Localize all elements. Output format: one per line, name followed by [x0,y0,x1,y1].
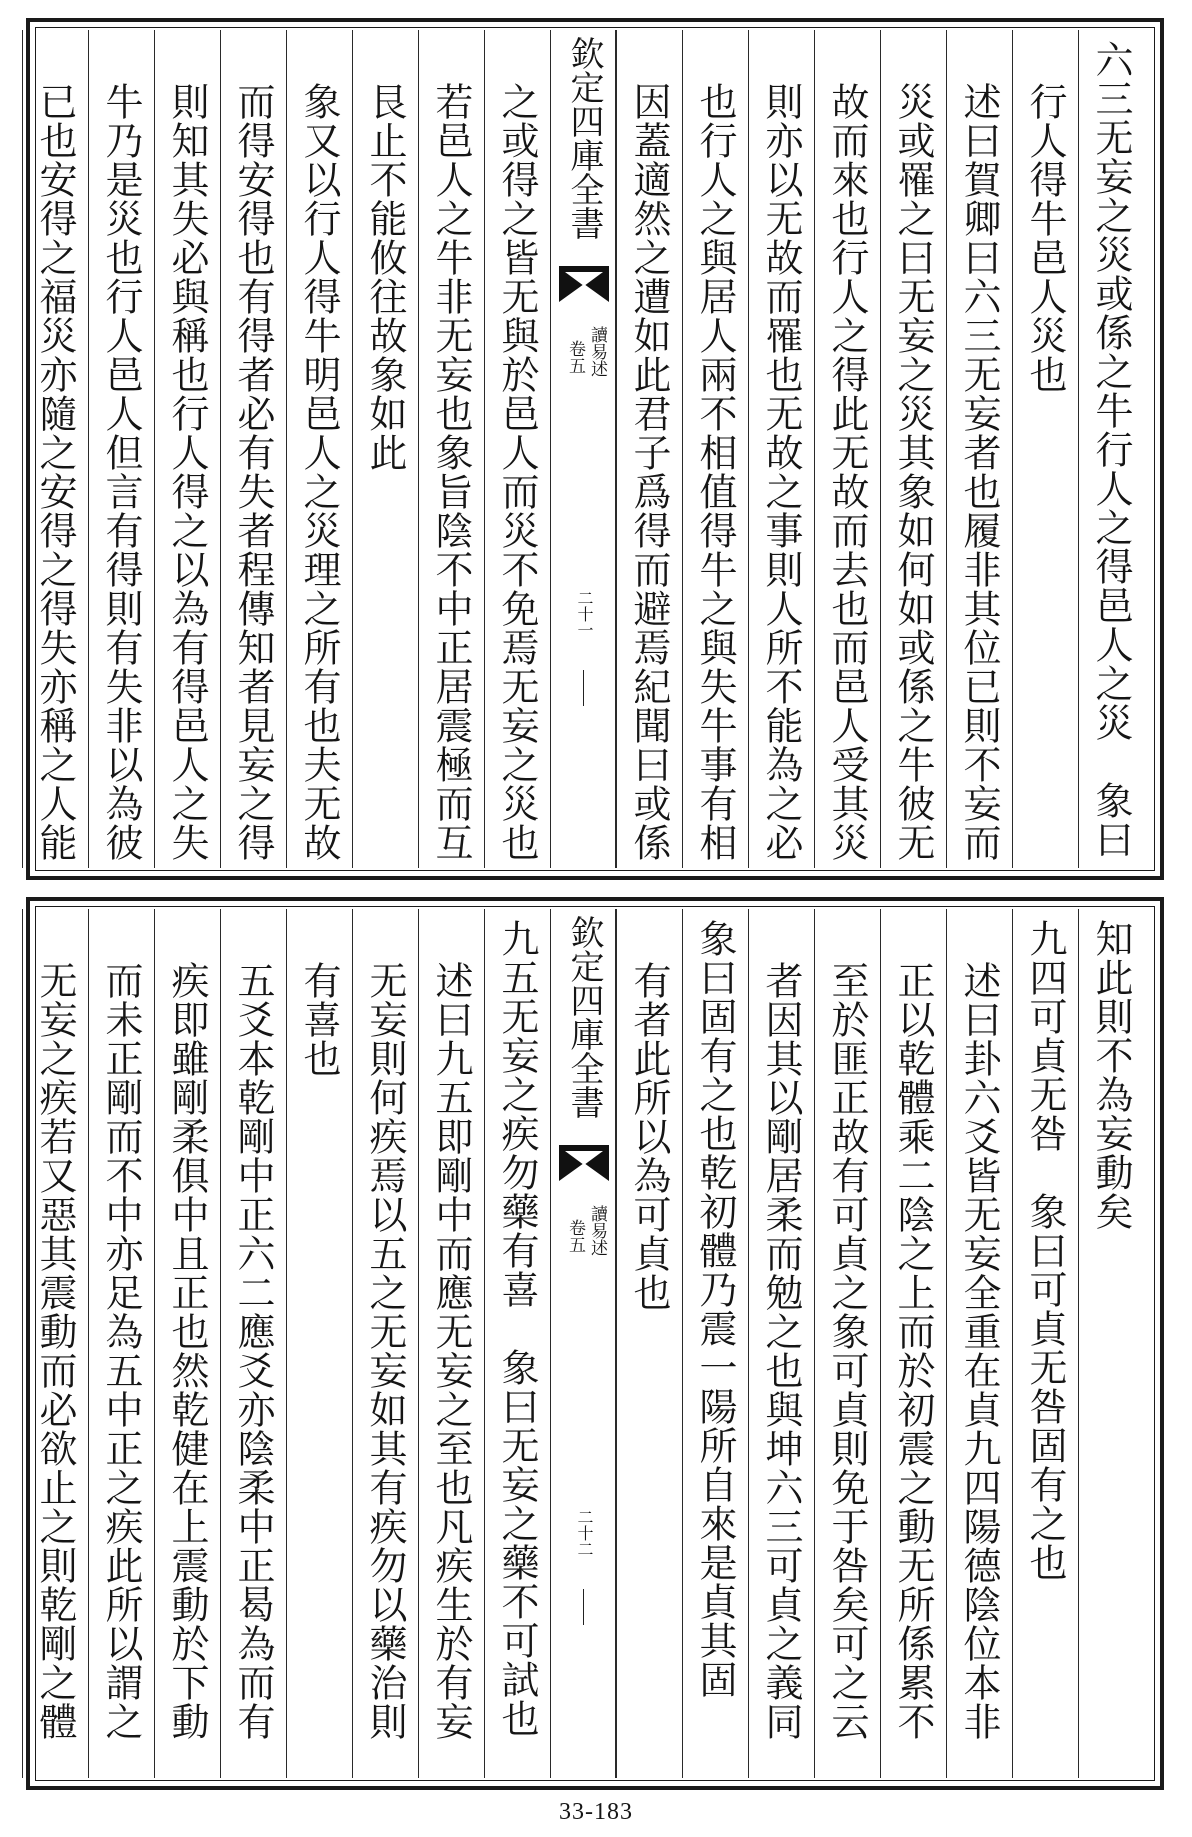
column-text: 五爻本乾剛中正六二應爻亦陰柔中正曷為而有 [231,961,275,1741]
column-text: 有喜也 [297,961,341,1078]
text-column [154,909,220,1778]
column-text: 至於匪正故有可貞之象可貞則免于咎矣可之云 [825,961,869,1741]
column-text: 則亦以无故而罹也无故之事則人所不能為之必 [759,82,803,862]
column-text: 行人得牛邑人災也 [1023,82,1067,394]
column-text: 而得安得也有得者必有失者程傳知者見妄之得 [231,82,275,862]
column-text: 象曰固有之也乾初體乃震一陽所自來是貞其固 [693,919,737,1699]
fish-tail-mark-icon [557,262,611,306]
spine-rule [583,670,584,706]
text-column [682,909,748,1778]
spine-title: 欽定四庫全書 [564,915,604,1119]
column-text: 无妄則何疾焉以五之无妄如其有疾勿以藥治則 [363,961,407,1741]
column-text: 故而來也行人之得此无故而去也而邑人受其災 [825,82,869,862]
text-column [22,909,88,1778]
column-text: 述曰賀卿曰六三无妄者也履非其位已則不妄而 [957,82,1001,862]
spine-title: 欽定四庫全書 [564,36,604,240]
column-text: 象又以行人得牛明邑人之災理之所有也夫无故 [297,82,341,862]
column-text: 正以乾體乘二陰之上而於初震之動无所係累不 [891,961,935,1741]
spine-strip [550,30,616,868]
top-page [26,18,1164,880]
spine-page-number: 二十一 [575,590,594,638]
spine-page-number: 二十二 [575,1509,594,1557]
text-column [1012,909,1078,1778]
column-text: 疾即雖剛柔俱中且正也然乾健在上震動於下動 [165,961,209,1741]
text-column [352,909,418,1778]
text-column [946,909,1012,1778]
text-column [418,30,484,868]
text-column [814,30,880,868]
text-column [880,30,946,868]
spine-volume: 卷五 [565,1219,585,1253]
text-column [682,30,748,868]
text-column [946,30,1012,868]
column-text: 述曰卦六爻皆无妄全重在貞九四陽德陰位本非 [957,961,1001,1741]
column-text: 因蓋適然之遭如此君子爲得而避焉紀聞曰或係 [627,82,671,862]
column-text: 无妄之疾若又惡其震動而必欲止之則乾剛之體 [33,961,77,1741]
text-column [286,30,352,868]
column-text: 有者此所以為可貞也 [627,961,671,1312]
text-column [484,30,550,868]
column-text: 已也安得之福災亦隨之安得之得失亦稱之人能 [33,82,77,862]
column-text: 述曰九五即剛中而應无妄之至也凡疾生於有妄 [429,961,473,1741]
text-column [88,909,154,1778]
top-page-text-area [33,30,1152,868]
text-column [748,909,814,1778]
text-column [220,30,286,868]
spine-book-title: 讀易述 [587,326,607,377]
column-text: 九五无妄之疾勿藥有喜 象曰无妄之藥不可試也 [495,919,539,1738]
text-column [1078,30,1144,868]
spine-book-title: 讀易述 [587,1205,607,1256]
page-footer-number: 33-183 [559,1799,633,1825]
text-column [484,909,550,1778]
column-text: 也行人之與居人兩不相值得牛之與失牛事有相 [693,82,737,862]
text-column [616,909,682,1778]
text-column [814,909,880,1778]
text-column [88,30,154,868]
spine-rule [583,1589,584,1625]
text-column [616,30,682,868]
column-text: 六三无妄之災或係之牛行人之得邑人之災 象曰 [1089,40,1133,859]
text-column [220,909,286,1778]
text-column [286,909,352,1778]
bottom-page [26,897,1164,1790]
column-text: 牛乃是災也行人邑人但言有得則有失非以為彼 [99,82,143,862]
column-text: 之或得之皆无與於邑人而災不免焉无妄之災也 [495,82,539,862]
column-text: 艮止不能攸往故象如此 [363,82,407,472]
text-column [748,30,814,868]
text-column [418,909,484,1778]
column-text: 則知其失必與稱也行人得之以為有得邑人之失 [165,82,209,862]
text-column [880,909,946,1778]
text-column [154,30,220,868]
text-column [1078,909,1144,1778]
column-text: 者因其以剛居柔而勉之也與坤六三可貞之義同 [759,961,803,1741]
fish-tail-mark-icon [557,1141,611,1185]
column-text: 而未正剛而不中亦足為五中正之疾此所以謂之 [99,961,143,1741]
column-text: 若邑人之牛非无妄也象旨陰不中正居震極而互 [429,82,473,862]
spine-volume: 卷五 [565,340,585,374]
text-column [22,30,88,868]
column-text: 知此則不為妄動矣 [1089,919,1133,1231]
column-text: 災或罹之曰无妄之災其象如何如或係之牛彼无 [891,82,935,862]
column-text: 九四可貞无咎 象曰可貞无咎固有之也 [1023,919,1067,1582]
bottom-page-text-area [33,909,1152,1778]
spine-strip [550,909,616,1778]
text-column [1012,30,1078,868]
text-column [352,30,418,868]
